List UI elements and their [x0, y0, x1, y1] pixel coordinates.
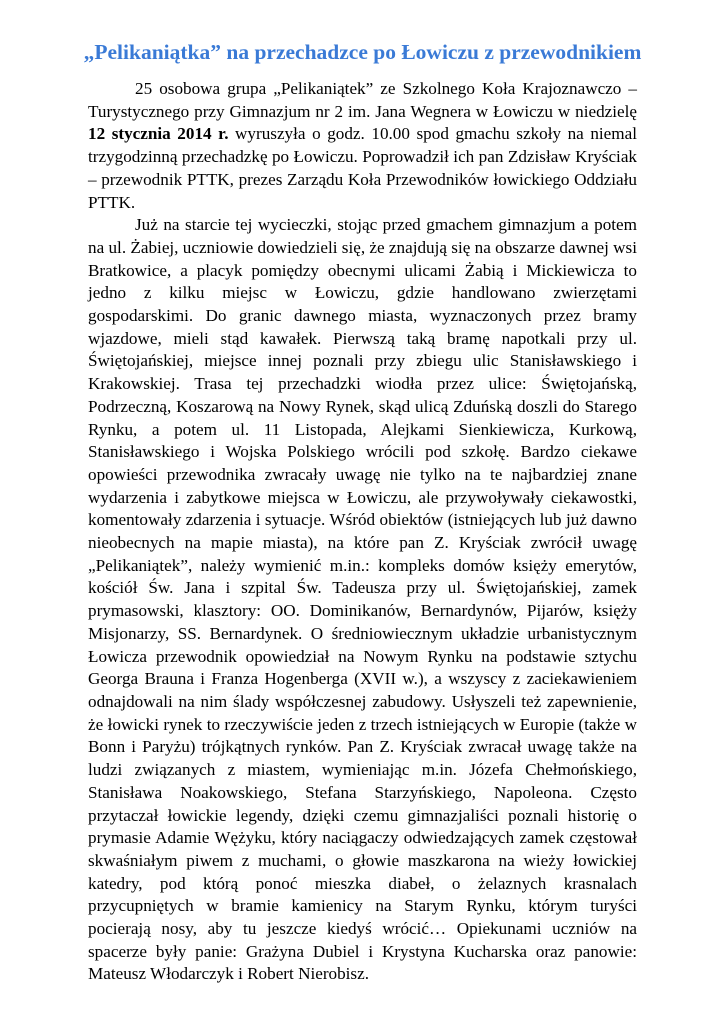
intro-text-end: wyruszyła o godz. 10.00 spod gmachu szkoły na niemal trzygodzinną przechadzkę po Łowiczu. Poprowadził ich pan Zdzisław Kryściak – przewodnik PTTK, prezes Zarządu Koła Przewodników łowickiego Oddziału PTTK.	[88, 124, 637, 212]
paragraph-intro	[88, 78, 637, 214]
event-date: 12 stycznia 2014 r.	[88, 124, 229, 144]
document-page	[83, 36, 642, 986]
article-title: „Pelikaniątka” na przechadzce po Łowiczu z przewodnikiem	[83, 40, 642, 64]
intro-text-start: 25 osobowa grupa „Pelikaniątek” ze Szkolnego Koła Krajoznawczo – Turystycznego przy Gimnazjum nr 2 im. Jana Wegnera w Łowiczu w niedzielę	[88, 79, 637, 121]
paragraph-body: Już na starcie tej wycieczki, stojąc przed gmachem gimnazjum a potem na ul. Żabiej, uczniowie dowiedzieli się, że znajdują się na obszarze dawnej wsi Bratkowice, a placyk pomiędzy obecnymi ulicami Żabią i Mickiewicza to jedno z kilku miejsc w Łowiczu, gdzie handlowano zwierzętami gospodarskimi. Do granic dawnego miasta, wyznaczonych przez bramy wjazdowe, mieli stąd kawałek. Pierwszą taką bramę napotkali przy ul. Świętojańskiej, miejsce innej poznali przy zbiegu ulic Stanisławskiego i Krakowskiej. Trasa tej przechadzki wiodła przez ulice: Świętojańską, Podrzeczną, Koszarową na Nowy Rynek, skąd ulicą Zduńską doszli do Starego Rynku, a potem ul. 11 Listopada, Alejkami Sienkiewicza, Kurkową, Stanisławskiego i Wojska Polskiego wrócili pod szkołę. Bardzo ciekawe opowieści przewodnika zwracały uwagę nie tylko na te najbardziej znane wydarzenia i zabytkowe miejsca w Łowiczu, ale przywoływały ciekawostki, komentowały zdarzenia i sytuacje. Wśród obiektów (istniejących lub już dawno nieobecnych na mapie miasta), na które pan Z. Kryściak zwrócił uwagę „Pelikaniątek”, należy wymienić m.in.: kompleks domów księży emerytów, kościół Św. Jana i szpital Św. Tadeusza przy ul. Świętojańskiej, zamek prymasowski, klasztory: OO. Dominikanów, Bernardynów, Pijarów, księży Misjonarzy, SS. Bernardynek. O średniowiecznym układzie urbanistycznym Łowicza przewodnik opowiedział na Nowym Rynku na podstawie sztychu Georga Brauna i Franza Hogenberga (XVII w.), a wszyscy z zaciekawieniem odnajdowali na nim ślady współczesnej zabudowy. Usłyszeli też zapewnienie, że łowicki rynek to rzeczywiście jeden z trzech istniejących w Europie (także w Bonn i Paryżu) trójkątnych rynków. Pan Z. Kryściak zwracał uwagę także na ludzi związanych z miastem, wymieniając m.in. Józefa Chełmońskiego, Stanisława Noakowskiego, Stefana Starzyńskiego, Napoleona. Często przytaczał łowickie legendy, dzięki czemu gimnazjaliści poznali historię o prymasie Adamie Wężyku, który naciągaczy odwiedzających zamek częstował skwaśniałym piwem z muchami, o głowie maszkarona na wieży łowickiej katedry, pod którą ponoć mieszka diabeł, o żelaznych krasnalach przycupniętych w bramie kamienicy na Starym Rynku, którym turyści pocierają nosy, aby tu jeszcze kiedyś wrócić… Opiekunami uczniów na spacerze były panie: Grażyna Dubiel i Krystyna Kucharska oraz panowie: Mateusz Włodarczyk i Robert Nierobisz.	[88, 215, 637, 984]
